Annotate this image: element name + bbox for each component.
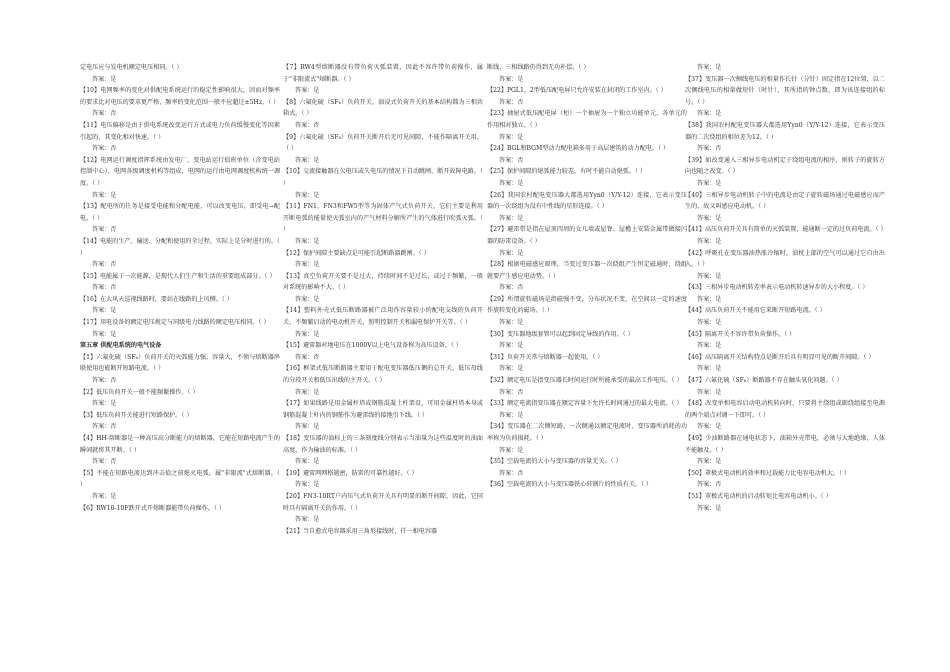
answer-line: 答案：是 — [499, 365, 524, 373]
text-column-2 — [283, 62, 483, 537]
question-item: 【40】三相异步电动机转子中的电流是由定子旋转磁场通过电磁感应而产生的，故又叫感应电动机。（ ） — [685, 191, 885, 211]
answer-line: 答案：是 — [697, 319, 722, 327]
text-column-1 — [80, 62, 280, 514]
answer-line: 答案：否 — [92, 261, 117, 269]
answer-line: 答案：是 — [697, 365, 722, 373]
answer-line: 答案：否 — [92, 110, 117, 118]
question-item: 【25】保护间隙的熄弧能力较差，有时不能自动熄弧。（ ） — [487, 168, 646, 176]
answer-line: 答案：是 — [295, 156, 320, 164]
answer-line: 答案：否 — [499, 156, 524, 164]
text-column-3 — [487, 62, 687, 491]
answer-line: 答案：否 — [697, 481, 722, 489]
answer-line: 答案：是 — [295, 261, 320, 269]
answer-line: 答案：是 — [295, 388, 320, 396]
answer-line: 答案：是 — [295, 237, 320, 245]
answer-line: 答案：是 — [499, 342, 524, 350]
question-item: 【48】改变单相电容启动电动机转向时，只要将主绕组或副绕组接至电源的两个端点对调一下即可。（ ） — [685, 400, 885, 419]
question-item: 断线，三相线路仍得到无功补偿。（ ） — [487, 64, 590, 71]
question-item: 【3】低压负荷开关能进行短路保护。（ ） — [80, 411, 193, 419]
question-item: 【33】额定电流指变压器在额定容量下允许长时间通过的最大电流。（ ） — [487, 400, 683, 408]
answer-line: 答案：是 — [697, 504, 722, 512]
answer-line: 答案：否 — [295, 121, 320, 129]
question-item: 【6】RW10-10F跌开式开熔断器能带负荷操作。（ ） — [80, 504, 225, 512]
question-item: 定电压应与发电机额定电压相同。（ ） — [80, 64, 183, 71]
answer-line: 答案：是 — [499, 249, 524, 257]
question-item: 【12】保护间隙主要缺点是可能引起断路器跳闸。（ ） — [283, 249, 430, 257]
question-item: 【47】六氟化硫（SF₆）断路器不存在触头氧化问题。（ ） — [685, 377, 843, 385]
question-item: 【22】PGL1，2型低压配电屏只允许安装在封闭的工作室内。（ ） — [487, 87, 667, 95]
question-item: 【42】呼吸孔在变压器油热胀冷缩时，油枕上部的空气可以通过它自由出入。（ ） — [685, 249, 885, 269]
answer-line: 答案：否 — [92, 458, 117, 466]
question-item: 【13】配电所的任务是接受电能和分配电能，可以改变电压，即受电→配电。（ ） — [80, 203, 280, 222]
question-item: 【21】当自愈式电容器采用三角形接线时，任一相电容器 — [283, 527, 438, 535]
question-item: 【24】BGL和BGM型动力配电箱多用于高层建筑的动力配电。（ ） — [487, 145, 670, 153]
question-item: 【28】根据电磁感应原理，当变过变压器一次绕组产生恒定磁通时，绕组就要产生感应电动势。（ ） — [487, 261, 687, 280]
answer-line: 答案：是 — [92, 191, 117, 199]
question-item: 【14】塑料外壳式低压断路器被广泛用作容量较小的配电支线的负荷开关、不频繁启动的电动机开关、照明控制开关和漏电保护开关等。（ ） — [283, 307, 483, 327]
question-item: 【31】负荷开关常与熔断器一起使用。（ ） — [487, 353, 604, 361]
answer-line: 答案：否 — [499, 388, 524, 396]
answer-line: 答案：是 — [295, 191, 320, 199]
question-item: 【27】避雷带是指在屋顶四周的女儿墙或屋脊、屋檐上安装金属带做接闪器的防雷设备。（ ） — [487, 226, 687, 245]
answer-line: 答案：是 — [499, 179, 524, 187]
question-item: 【19】避雷网网格越密，防雷的可靠性越好。（ ） — [283, 469, 418, 477]
question-item: 【50】罩极式电动机的效率和过载能力比电容电动机大。（ ） — [685, 469, 851, 477]
answer-line: 答案：否 — [92, 377, 117, 385]
answer-line: 答案：是 — [499, 75, 524, 83]
answer-line: 答案：是 — [697, 179, 722, 187]
question-item: 【43】三相异步电动机转差率表示电动机转速异步的大小程度。（ ） — [685, 284, 869, 292]
question-item: 【1】六氟化硫（SF₆）负荷开关的灭弧能力强，容量大，不须与熔断器串联使用也能断开短路电流。（ ） — [80, 353, 280, 373]
question-item: 【11】电压偏移是由于供电系统改变运行方式或电力负荷缓慢变化等因素引起的，其变化相对快速。（ ） — [80, 121, 280, 141]
question-item: 【46】高压隔离开关结构特点是断开后具有明显可见的断开间隙。（ ） — [685, 353, 875, 361]
question-item: 【5】不能在短路电流达到冲击值之前熄灭电弧，属"非限流"式熔断器。（ ） — [80, 469, 280, 489]
question-item: 【15】电能属于一次能源，是现代人们生产和生活的重要组成部分。（ ） — [80, 272, 276, 280]
question-item: 【16】框架式低压断路器主要用于配电变压器低压侧的总开关，低压母线的分段开关和低压出线的主开关。（ ） — [283, 365, 483, 385]
question-item: 【51】罩极式电动机的启动转矩比电容电动机小。（ ） — [685, 492, 832, 500]
answer-line: 答案：是 — [92, 75, 117, 83]
answer-line: 答案：是 — [697, 423, 722, 431]
question-item: 【29】所谓旋转磁场是指磁强不变，分布状况不变，在空间以一定的速度作旋转变化的磁场。（ ） — [487, 295, 687, 315]
question-item: 【44】高压负荷开关不能用它来断开短路电流。（ ） — [685, 307, 826, 315]
question-item: 【23】抽屉式低压配电屏（柜）一个抽屉为一个独立功能单元，各单元的作用相对独立。（ ） — [487, 110, 687, 129]
answer-line: 答案：是 — [295, 516, 320, 524]
answer-line: 答案：否 — [499, 469, 524, 477]
answer-line: 答案：是 — [295, 458, 320, 466]
answer-line: 答案：是 — [92, 330, 117, 338]
question-item: 【16】在大风天巡视线路时，要站在线路的上风侧。（ ） — [80, 295, 233, 303]
question-item: 【17】用电设备的额定电压规定与同级电力线路的额定电压相同。（ ） — [80, 319, 270, 327]
answer-line: 答案：是 — [295, 481, 320, 489]
question-item: 【30】变压器地级套管可以起到固定导线的作用。（ ） — [487, 330, 634, 338]
question-item: 【10】交流接触器在欠电压或失电压的情况下自动跳闸，断开故障电路。（ ） — [283, 168, 483, 187]
answer-line: 答案：否 — [92, 423, 117, 431]
question-item: 【9】六氟化硫（SF₆）负荷开关断开后无可见间隙，不能作隔离开关用。（ ） — [283, 133, 483, 153]
answer-line: 答案：是 — [697, 237, 722, 245]
answer-line: 答案：是 — [92, 492, 117, 500]
answer-line: 答案：否 — [92, 145, 117, 153]
answer-line: 答案：是 — [697, 272, 722, 280]
question-item: 【18】变压器的油标上的三条刻度线分别表示当油量为这些温度时的油面高度，作为输油的标准。（ ） — [283, 435, 483, 454]
answer-line: 答案：是 — [295, 295, 320, 303]
answer-line: 答案：否 — [499, 98, 524, 106]
answer-line: 答案：是 — [295, 87, 320, 95]
question-item: 【14】电能的生产、输送、分配和使用的全过程，实际上是分时进行的。（ ） — [80, 237, 280, 257]
answer-line: 答案：否 — [499, 284, 524, 292]
question-item: 【11】FN1、FN3和FW5型等为固体产气式负荷开关，它们主要是利用开断电弧的能量使灭弧室内的产气材料分解所产生的气体进行吹弧灭弧。（ ） — [283, 203, 483, 234]
question-item: 【39】如改变通入三相异步电动机定子绕组电流的相序，则转子的旋转方向也随之改变。（ ） — [685, 156, 885, 176]
answer-line: 答案：否 — [92, 226, 117, 234]
question-item: 【49】少油断路器在通电状态下，油箱外壳带电，必须与大地绝缘，人体不能触及。（ ） — [685, 435, 885, 454]
answer-line: 答案：是 — [499, 133, 524, 141]
answer-line: 答案：是 — [295, 330, 320, 338]
answer-line: 答案：是 — [697, 110, 722, 118]
answer-line: 答案：是 — [92, 307, 117, 315]
question-item: 【37】变压器一次侧线电压的相量作长针（分针）固定指在12位置，以二次侧线电压的相量做短针（时针），其所指的钟点数，即为该连接组的标号。（ ） — [685, 75, 885, 106]
answer-line: 答案：是 — [697, 64, 722, 71]
question-item: 【8】六氟化硫（SF₆）负荷开关、油浸式负荷开关的基本结构都为三相共箱式。（ ） — [283, 98, 483, 118]
question-item: 【35】空载电流的大小与变压器的容量无关。（ ） — [487, 458, 622, 466]
answer-line: 答案：是 — [697, 458, 722, 466]
answer-line: 答案：是 — [697, 342, 722, 350]
chapter-heading: 第五章 供配电系统的电气设备 — [80, 342, 162, 350]
answer-line: 答案：是 — [295, 423, 320, 431]
answer-line: 答案：是 — [697, 388, 722, 396]
question-item: 【41】高压负荷开关具有简单的灭弧装置，能通断一定的过负荷电流。（ ） — [685, 226, 887, 234]
question-item: 【15】避雷器对地电压在1000V以上电气设备称为高压设备。（ ） — [283, 342, 462, 350]
question-item: 【36】空载电流的大小与变压器铁心硅钢片的性质有关。（ ） — [487, 481, 653, 489]
question-item: 【10】电网频率的变化对供配电系统运行的稳定性影响很大，因而对频率的要求比对电压的要求更严格，频率的变化范围一般不应超过±5Hz。（ ） — [80, 87, 280, 106]
answer-line: 答案：是 — [92, 400, 117, 408]
question-item: 【12】电网运行调度指挥系统由发电厂、变电站运行值班单位（含变电站控制中心）、电网各级调度机构等组成，电网的运行由电网调度机构统一调度。（ ） — [80, 156, 280, 187]
text-column-4 — [685, 62, 885, 514]
answer-line: 答案：是 — [697, 295, 722, 303]
answer-line: 答案：是 — [499, 319, 524, 327]
question-item: 【32】额定电压是指变压器长时间运行时所能承受的最高工作电压。（ ） — [487, 377, 683, 385]
question-item: 【20】FN3-10RT户内压气式负荷开关具有明显的断开间隙，因此，它同时具有隔离开关的作用。（ ） — [283, 492, 483, 512]
answer-line: 答案：是 — [697, 214, 722, 222]
question-item: 【34】变压器在二次侧短路，一次侧通以额定电流时，变压器所消耗的功率称为负荷损耗。（ ） — [487, 423, 687, 442]
answer-line: 答案：是 — [499, 411, 524, 419]
question-item: 【7】RW4型熔断器没有带负荷灭弧装置，因此不容许带负荷操作，属于"非限流式"熔断器。（ ） — [283, 64, 483, 83]
answer-line: 答案：是 — [499, 446, 524, 454]
question-item: 【4】HH-熔断器是一种高压高分断能力的熔断器，它能在短路电流产生的瞬间就将其开断。（ ） — [80, 435, 280, 454]
question-item: 【13】真空负荷开关要不是过大，持续时间不是过长，或过于频繁，一般对系统的影响不大。（ ） — [283, 272, 483, 292]
answer-line: 答案：否 — [295, 353, 320, 361]
answer-line: 答案：是 — [499, 214, 524, 222]
question-item: 【38】我国农村配电变压器大都选用Yyn0（Y/Y-12）连接，它表示变压器的二次绕组的相位差为12。（ ） — [685, 121, 885, 141]
answer-line: 答案：否 — [92, 284, 117, 292]
question-item: 【17】如果线路是用金属杆塔或钢筋混凝土杆架设，可用金属杆塔本身或钢筋混凝土杆内的钢筋作为避雷线的接地引下线。（ ） — [283, 400, 483, 419]
answer-line: 答案：否 — [697, 145, 722, 153]
question-item: 【2】低压负荷开关一般不能频繁操作。（ ） — [80, 388, 199, 396]
question-item: 【45】隔离开关不容许带负荷操作。（ ） — [685, 330, 796, 338]
question-item: 【26】我国农村配电变压器大都选用Yyn0（Y/Y-12）连接，它表示变压器的一次绕组为没有中性线的星形连接。（ ） — [487, 191, 687, 211]
